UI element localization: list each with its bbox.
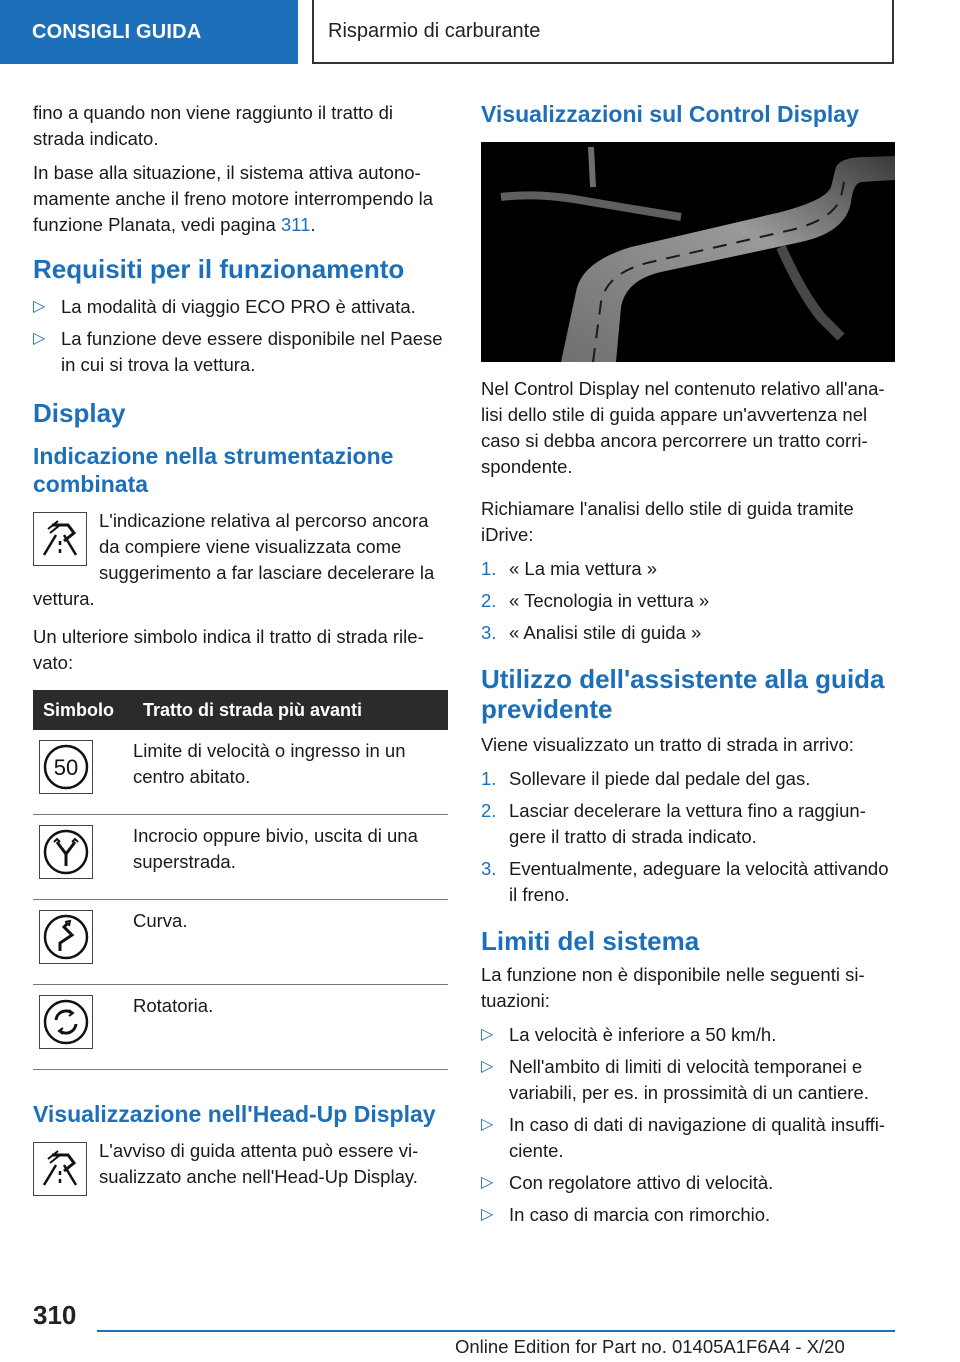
- step-number: 1.: [481, 558, 497, 579]
- control-display-road-image: [481, 142, 895, 362]
- table-row: [33, 730, 448, 815]
- description-cell: Incrocio oppure bivio, uscita di una superstrada.: [133, 815, 448, 900]
- list-item: [481, 556, 895, 582]
- step-text: Lasciar decelerare la vettura fino a raggiungere il tratto di strada indicato.: [509, 800, 866, 847]
- list-item-text: Con regolatore attivo di velocità.: [509, 1172, 774, 1193]
- list-item: [481, 1022, 895, 1048]
- chapter-tab[interactable]: [0, 0, 298, 64]
- chapter-title: CONSIGLI GUIDA: [32, 20, 202, 43]
- list-item: [481, 588, 895, 614]
- hud-text: L'avviso di guida attenta può essere visualizzato anche nell'Head-Up Display.: [99, 1140, 419, 1187]
- step-number: 3.: [481, 858, 497, 879]
- control-display-text: Nel Control Display nel contenuto relativo all'analisi dello stile di guida appare un'avvertenza nel caso si debba ancora percorrere un tratto corrispondente.: [481, 378, 885, 477]
- idrive-steps: [481, 556, 895, 646]
- list-item-text: In caso di marcia con rimorchio.: [509, 1204, 771, 1225]
- utilizzo-intro: Viene visualizzato un tratto di strada in arrivo:: [481, 734, 854, 755]
- list-item-text: Nell'ambito di limiti di velocità temporanei e variabili, per es. in prossimità di un cantiere.: [509, 1056, 869, 1103]
- description-cell: Limite di velocità o ingresso in un centro abitato.: [133, 730, 448, 815]
- curve-icon: [39, 910, 93, 964]
- simbolo-intro: Un ulteriore simbolo indica il tratto di strada rilevato:: [33, 626, 424, 673]
- left-column: [33, 100, 448, 1208]
- table-header-row: [33, 690, 448, 730]
- indicazione-text: L'indicazione relativa al percorso ancora da compiere viene visualizzata come suggerimento a far lasciare decelerare la vettura.: [33, 510, 435, 609]
- indicazione-block: [33, 508, 448, 612]
- speed-limit-label: 50: [53, 755, 79, 780]
- list-item: [481, 1054, 895, 1106]
- triangle-bullet-icon: ▷: [481, 1116, 494, 1133]
- limiti-intro: La funzione non è disponibile nelle seguenti situazioni:: [481, 964, 865, 1011]
- list-item-text: La velocità è inferiore a 50 km/h.: [509, 1024, 777, 1045]
- heading-control-display: Visualizzazioni sul Control Display: [481, 101, 859, 127]
- step-number: 2.: [481, 800, 497, 821]
- junction-icon: [39, 825, 93, 879]
- page-number: 310: [33, 1300, 77, 1330]
- section-tab[interactable]: [312, 0, 894, 64]
- triangle-bullet-icon: ▷: [33, 298, 46, 315]
- coasting-hint-icon: [33, 512, 87, 566]
- list-item: [481, 1112, 895, 1164]
- page-link[interactable]: 311: [280, 214, 311, 235]
- list-item-text: La funzione deve essere disponibile nel Paese in cui si trova la vettura.: [61, 328, 443, 375]
- heading-limiti: Limiti del sistema: [481, 926, 700, 956]
- footer-edition: Online Edition for Part no. 01405A1F6A4 - X/20: [455, 1336, 845, 1357]
- heading-utilizzo: Utilizzo dell'assistente alla guida previdente: [481, 664, 885, 724]
- list-item: [481, 1202, 895, 1228]
- list-item: [481, 856, 895, 908]
- description-cell: Curva.: [133, 900, 448, 985]
- step-number: 3.: [481, 622, 497, 643]
- paragraph-text: In base alla situazione, il sistema attiva autonomamente anche il freno motore interrompendo la funzione Planata, vedi pagina: [33, 162, 434, 235]
- table-row: [33, 815, 448, 900]
- list-item: [33, 326, 448, 378]
- table-row: [33, 985, 448, 1070]
- list-item-text: La modalità di viaggio ECO PRO è attivata.: [61, 296, 416, 317]
- triangle-bullet-icon: ▷: [481, 1058, 494, 1075]
- requisiti-list: [33, 294, 448, 378]
- list-item: [481, 798, 895, 850]
- footer-divider: [97, 1330, 895, 1332]
- heading-indicazione: Indicazione nella strumentazione combinata: [33, 443, 394, 497]
- idrive-intro: Richiamare l'analisi dello stile di guida tramite iDrive:: [481, 498, 854, 545]
- column-header-description: Tratto di strada più avanti: [133, 690, 448, 730]
- speed-limit-icon: [39, 740, 93, 794]
- table-row: [33, 900, 448, 985]
- section-title: Risparmio di carburante: [328, 19, 541, 42]
- heading-requisiti: Requisiti per il funzionamento: [33, 254, 405, 284]
- heading-hud: Visualizzazione nell'Head-Up Display: [33, 1101, 436, 1127]
- hud-block: [33, 1138, 448, 1200]
- list-item-text: In caso di dati di navigazione di qualità insufficiente.: [509, 1114, 886, 1161]
- step-number: 1.: [481, 768, 497, 789]
- symbol-cell: [33, 730, 133, 815]
- symbol-cell: [33, 900, 133, 985]
- symbol-table: [33, 690, 448, 1070]
- utilizzo-steps: [481, 766, 895, 908]
- description-cell: Rotatoria.: [133, 985, 448, 1070]
- heading-display: Display: [33, 398, 126, 428]
- step-text: Eventualmente, adeguare la velocità attivando il freno.: [509, 858, 889, 905]
- paragraph: fino a quando non viene raggiunto il tratto di strada indicato.: [33, 102, 393, 149]
- triangle-bullet-icon: ▷: [481, 1174, 494, 1191]
- triangle-bullet-icon: ▷: [481, 1026, 494, 1043]
- list-item: [481, 766, 895, 792]
- step-text: « Analisi stile di guida »: [509, 622, 702, 643]
- step-number: 2.: [481, 590, 497, 611]
- list-item: [481, 620, 895, 646]
- paragraph: [33, 160, 448, 238]
- symbol-cell: [33, 985, 133, 1070]
- right-column: [481, 100, 895, 1242]
- triangle-bullet-icon: ▷: [481, 1206, 494, 1223]
- paragraph-end: .: [310, 214, 316, 235]
- column-header-symbol: Simbolo: [33, 690, 133, 730]
- coasting-hint-icon: [33, 1142, 87, 1196]
- symbol-cell: [33, 815, 133, 900]
- limiti-list: [481, 1022, 895, 1228]
- list-item: [481, 1170, 895, 1196]
- page-header: [0, 0, 960, 66]
- step-text: Sollevare il piede dal pedale del gas.: [509, 768, 811, 789]
- step-text: « Tecnologia in vettura »: [509, 590, 710, 611]
- roundabout-icon: [39, 995, 93, 1049]
- triangle-bullet-icon: ▷: [33, 330, 46, 347]
- step-text: « La mia vettura »: [509, 558, 658, 579]
- list-item: [33, 294, 448, 320]
